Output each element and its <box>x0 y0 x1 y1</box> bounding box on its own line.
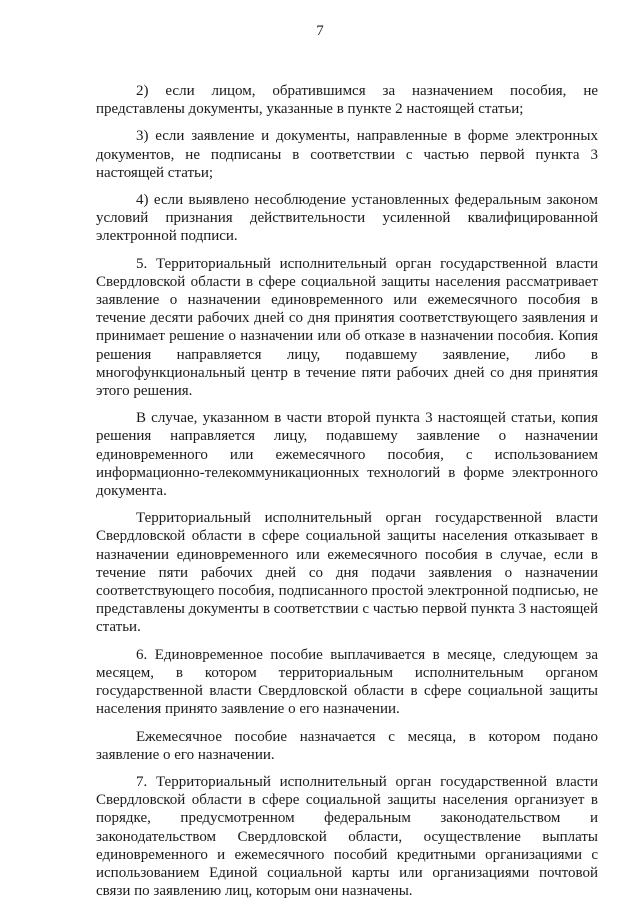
paragraph-point-6-part-2: Ежемесячное пособие назначается с месяца, в котором подано заявление о его назначении. <box>96 728 598 763</box>
paragraph-point-7: 7. Территориальный исполнительный орган государственной власти Свердловской области в сфере социальной защиты населения организует в порядке, предусмотренном федеральным законодательством и законодательством Свердловской области, осуществление выплаты единовременного и ежемесячного пособий кредитными организациями с использованием Единой социальной карты или организациями почтовой связи по заявлению лиц, которым они назначены. <box>96 773 598 900</box>
paragraph-point-5-part-3: Территориальный исполнительный орган государственной власти Свердловской области в сфере социальной защиты населения отказывает в назначении единовременного или ежемесячного пособия в случае, если в течение пяти рабочих дней со дня подачи заявления о назначении соответствующего пособия, подписанного простой электронной подписью, не представлены документы в соответствии с частью первой пункта 3 настоящей статьи. <box>96 510 598 636</box>
paragraph-point-6: 6. Единовременное пособие выплачивается в месяце, следующем за месяцем, в котором территориальным исполнительным органом государственной власти Свердловской области в сфере социальной защиты населения принято заявление о его назначении. <box>96 646 598 718</box>
paragraph-item-2: 2) если лицом, обратившимся за назначением пособия, не представлены документы, указанные в пункте 2 настоящей статьи; <box>96 83 598 118</box>
paragraph-point-5: 5. Территориальный исполнительный орган государственной власти Свердловской области в сфере социальной защиты населения рассматривает заявление о назначении единовременного или ежемесячного пособия в течение десяти рабочих дней со дня принятия соответствующего заявления и принимает решение о назначении или об отказе в назначении пособия. Копия решения направляется лицу, подавшему заявление, либо в многофункциональный центр в течение пяти рабочих дней со дня принятия этого решения. <box>96 255 598 400</box>
page-number: 7 <box>316 23 324 39</box>
document-body <box>96 82 598 909</box>
paragraph-item-4: 4) если выявлено несоблюдение установленных федеральным законом условий признания действительности усиленной квалифицированной электронной подписи. <box>96 192 598 245</box>
paragraph-point-5-part-2: В случае, указанном в части второй пункта 3 настоящей статьи, копия решения направляется лицу, подавшему заявление о назначении единовременного или ежемесячного пособия, с использованием информационно-телекоммуникационных технологий в форме электронного документа. <box>96 410 598 500</box>
paragraph-item-3: 3) если заявление и документы, направленные в форме электронных документов, не подписаны в соответствии с частью первой пункта 3 настоящей статьи; <box>96 128 598 181</box>
